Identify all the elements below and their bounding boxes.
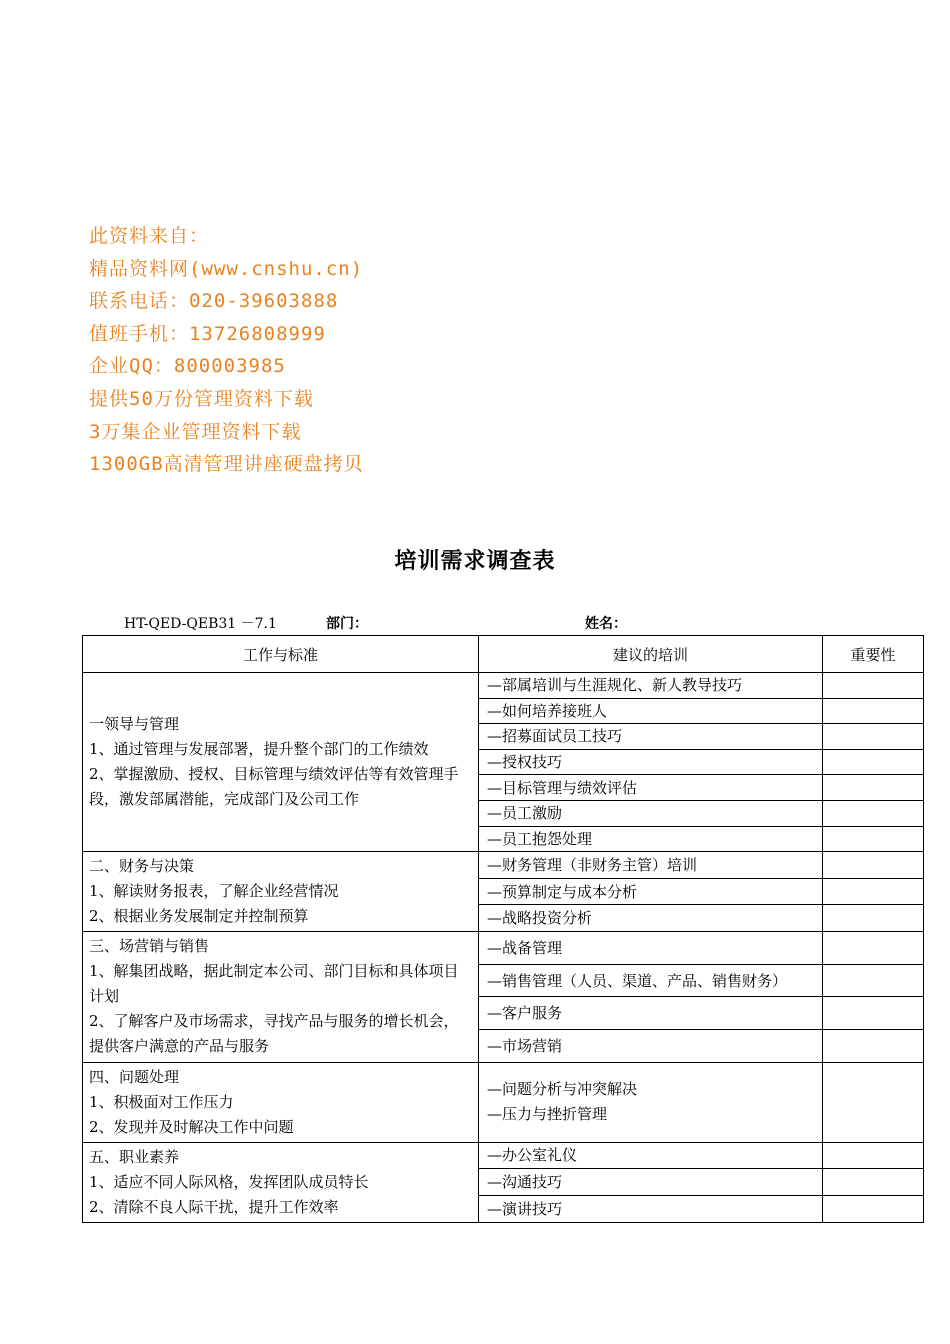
importance-cell[interactable] <box>823 964 924 997</box>
importance-cell[interactable] <box>823 1142 924 1169</box>
survey-table <box>82 635 924 1223</box>
importance-cell[interactable] <box>823 826 924 852</box>
promo-line: 3万集企业管理资料下载 <box>89 420 302 443</box>
promo-line: 联系电话：020-39603888 <box>89 290 339 313</box>
header-importance: 重要性 <box>823 636 924 673</box>
document-title: 培训需求调查表 <box>394 548 556 574</box>
importance-cell[interactable] <box>823 1169 924 1196</box>
training-item-group <box>479 1062 823 1142</box>
section-problem-solving <box>83 1062 479 1142</box>
training-item: —财务管理（非财务主管）培训 <box>479 852 823 879</box>
section-finance <box>83 852 479 932</box>
promo-line: 精品资料网(www.cnshu.cn) <box>89 257 364 280</box>
dept-label: 部门： <box>326 616 368 632</box>
table-row <box>83 673 924 699</box>
importance-cell[interactable] <box>823 1195 924 1222</box>
section-item: 1、积极面对工作压力 <box>89 1092 234 1111</box>
training-item: —员工抱怨处理 <box>479 826 823 852</box>
importance-cell[interactable] <box>823 852 924 879</box>
training-item: —部属培训与生涯规化、新人教导技巧 <box>479 673 823 699</box>
section-leadership <box>83 673 479 852</box>
section-professionalism <box>83 1142 479 1222</box>
training-item: —销售管理（人员、渠道、产品、销售财务） <box>479 964 823 997</box>
training-item: —授权技巧 <box>479 749 823 775</box>
importance-cell[interactable] <box>823 905 924 932</box>
section-heading: 一领导与管理 <box>89 715 180 734</box>
training-item: —战略投资分析 <box>479 905 823 932</box>
section-item: 1、解读财务报表，了解企业经营情况 <box>89 882 339 901</box>
section-item: 2、了解客户及市场需求，寻找产品与服务的增长机会，提供客户满意的产品与服务 <box>89 1012 459 1056</box>
importance-cell[interactable] <box>823 878 924 905</box>
training-item: —办公室礼仪 <box>479 1142 823 1169</box>
section-marketing <box>83 932 479 1062</box>
section-item: 2、发现并及时解决工作中问题 <box>89 1117 294 1136</box>
promo-line: 值班手机：13726808999 <box>89 322 326 345</box>
training-item: —问题分析与冲突解决 <box>487 1080 638 1099</box>
training-item: —客户服务 <box>479 997 823 1030</box>
table-row <box>83 932 924 965</box>
section-item: 1、解集团战略，据此制定本公司、部门目标和具体项目计划 <box>89 962 459 1006</box>
training-item: —员工激励 <box>479 800 823 826</box>
importance-cell[interactable] <box>823 800 924 826</box>
promo-line: 1300GB高清管理讲座硬盘拷贝 <box>89 453 364 476</box>
section-heading: 三、场营销与销售 <box>89 937 210 956</box>
training-item: —市场营销 <box>479 1029 823 1062</box>
training-item: —如何培养接班人 <box>479 698 823 724</box>
importance-cell[interactable] <box>823 775 924 801</box>
training-item: —招募面试员工技巧 <box>479 724 823 750</box>
promo-line: 提供50万份管理资料下载 <box>89 387 314 410</box>
section-heading: 五、职业素养 <box>89 1147 180 1166</box>
training-item: —压力与挫折管理 <box>487 1105 608 1124</box>
training-item: —目标管理与绩效评估 <box>479 775 823 801</box>
importance-cell[interactable] <box>823 997 924 1030</box>
training-item: —沟通技巧 <box>479 1169 823 1196</box>
section-item: 2、掌握激励、授权、目标管理与绩效评估等有效管理手段，激发部属潜能，完成部门及公司工作 <box>89 765 459 809</box>
header-work-standard: 工作与标准 <box>83 636 479 673</box>
header-suggested-training: 建议的培训 <box>479 636 823 673</box>
section-item: 2、清除不良人际干扰，提升工作效率 <box>89 1197 339 1216</box>
importance-cell[interactable] <box>823 1062 924 1142</box>
section-item: 1、通过管理与发展部署，提升整个部门的工作绩效 <box>89 740 429 759</box>
training-item: —战备管理 <box>479 932 823 965</box>
section-heading: 四、问题处理 <box>89 1067 180 1086</box>
importance-cell[interactable] <box>823 724 924 750</box>
name-label: 姓名： <box>585 616 627 632</box>
importance-cell[interactable] <box>823 749 924 775</box>
importance-cell[interactable] <box>823 698 924 724</box>
importance-cell[interactable] <box>823 1029 924 1062</box>
table-row <box>83 1142 924 1169</box>
section-item: 1、适应不同人际风格，发挥团队成员特长 <box>89 1172 369 1191</box>
promo-line: 企业QQ：800003985 <box>89 355 286 378</box>
section-heading: 二、财务与决策 <box>89 857 195 876</box>
table-row <box>83 1062 924 1142</box>
form-code: HT-QED-QEB31 －7.1 <box>124 616 277 632</box>
section-item: 2、根据业务发展制定并控制预算 <box>89 907 309 926</box>
table-row <box>83 852 924 879</box>
promo-line: 此资料来自： <box>89 225 210 247</box>
importance-cell[interactable] <box>823 673 924 699</box>
training-item: —预算制定与成本分析 <box>479 878 823 905</box>
training-item: —演讲技巧 <box>479 1195 823 1222</box>
header-row <box>83 636 924 673</box>
importance-cell[interactable] <box>823 932 924 965</box>
promo-block <box>89 220 364 481</box>
